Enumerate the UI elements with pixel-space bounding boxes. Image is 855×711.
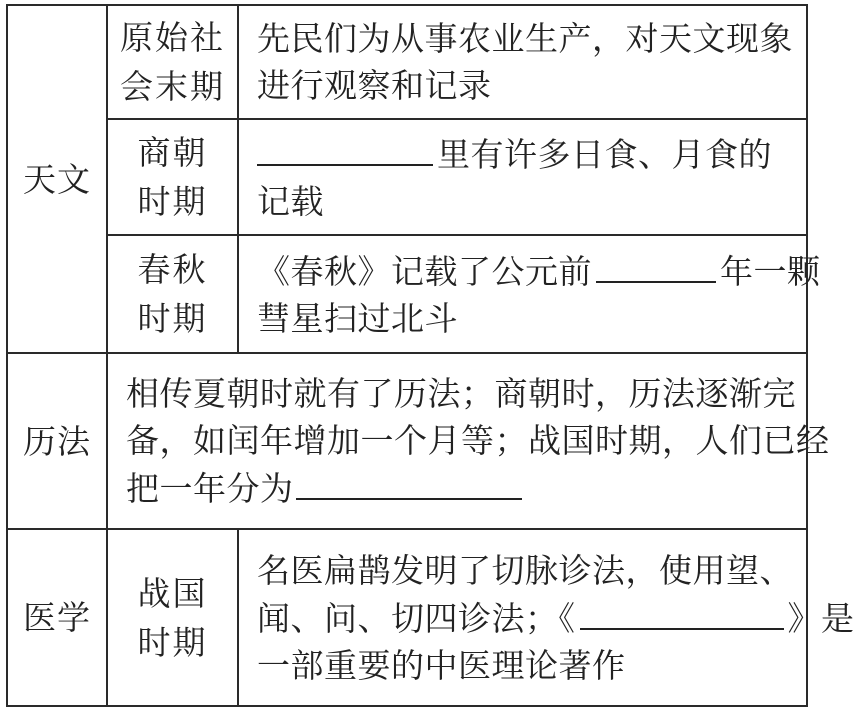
content-text: 相传夏朝时就有了历法；商朝时，历法逐渐完 bbox=[126, 374, 796, 413]
category-astronomy bbox=[7, 5, 107, 353]
fill-in-blank[interactable] bbox=[296, 464, 522, 500]
content-cell bbox=[107, 353, 830, 529]
period-label: 商朝 bbox=[137, 133, 208, 172]
content-text: 闻、问、切四诊法；《 bbox=[257, 598, 576, 638]
content-text: 一部重要的中医理论著作 bbox=[257, 645, 626, 685]
content-line bbox=[257, 247, 821, 295]
ancient-science-table bbox=[6, 4, 855, 707]
fill-in-blank[interactable] bbox=[580, 594, 784, 630]
category-calendar bbox=[7, 353, 107, 529]
content-line bbox=[257, 130, 798, 178]
period-label: 时期 bbox=[137, 622, 208, 662]
table-row bbox=[7, 5, 807, 119]
period-cell bbox=[107, 5, 238, 119]
content-cell bbox=[238, 235, 821, 353]
content-text: 先民们为从事农业生产，对天文现象 bbox=[257, 19, 793, 58]
period-label: 原始社 bbox=[120, 18, 225, 57]
period-label: 时期 bbox=[137, 182, 208, 221]
content-text: 》是 bbox=[787, 598, 855, 638]
content-text: 《春秋》记载了公元前 bbox=[257, 251, 592, 291]
content-line bbox=[126, 464, 798, 512]
category-label: 天文 bbox=[23, 159, 91, 199]
period-cell bbox=[107, 235, 238, 353]
content-text: 里有许多日食、月食的 bbox=[437, 134, 772, 174]
content-cell bbox=[238, 529, 855, 706]
period-cell bbox=[107, 119, 238, 235]
table-row bbox=[7, 353, 807, 529]
content-text: 把一年分为 bbox=[126, 469, 294, 508]
period-cell bbox=[107, 529, 238, 706]
table-row bbox=[7, 119, 807, 235]
table-row bbox=[7, 529, 807, 706]
content-text: 进行观察和记录 bbox=[257, 66, 492, 105]
category-label: 医学 bbox=[23, 598, 91, 637]
period-label: 春秋 bbox=[137, 250, 208, 289]
category-label: 历法 bbox=[23, 421, 91, 461]
fill-in-blank[interactable] bbox=[257, 130, 433, 166]
content-line bbox=[257, 594, 855, 642]
content-cell bbox=[238, 119, 807, 235]
period-label: 会末期 bbox=[120, 67, 225, 106]
content-text: 彗星扫过北斗 bbox=[257, 298, 458, 338]
content-text: 年一颗 bbox=[720, 251, 821, 291]
category-medicine bbox=[7, 529, 107, 706]
period-label: 战国 bbox=[137, 573, 208, 613]
fill-in-blank[interactable] bbox=[596, 247, 716, 283]
content-text: 记载 bbox=[257, 181, 324, 221]
content-text: 名医扁鹊发明了切脉诊法，使用望、 bbox=[257, 550, 793, 590]
content-text: 备，如闰年增加一个月等；战国时期，人们已经 bbox=[126, 421, 830, 460]
table-row bbox=[7, 235, 807, 353]
content-cell bbox=[238, 5, 807, 119]
period-label: 时期 bbox=[137, 299, 208, 338]
